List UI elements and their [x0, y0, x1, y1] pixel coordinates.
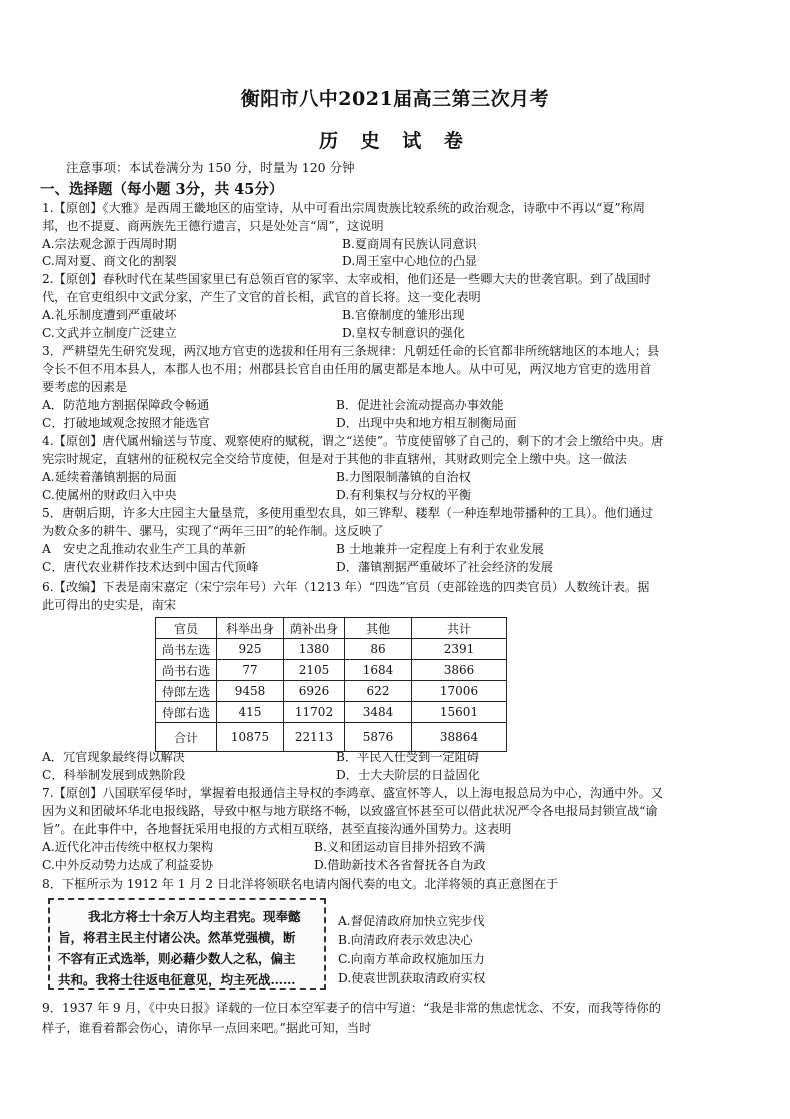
table-row: [156, 639, 507, 660]
table-cell: 尚书左选: [156, 639, 217, 660]
table-cell: 5876: [345, 723, 412, 752]
q6-option-c: C．科举制发展到成熟阶段: [42, 768, 186, 782]
q7-stem-line-3: 旨”。在此事件中，各地督抚采用电报的方式相互联络，甚至直接沟通外国势力。这表明: [42, 822, 512, 836]
q3-stem-line-2: 令长不但不用本县人，本郡人也不用；州郡县长官自由任用的属吏都是本地人。从中可见，两汉地方官吏的选用首: [42, 362, 652, 376]
q3-stem-line-1: 3．严耕望先生研究发现，两汉地方官吏的选拔和任用有三条规律：凡朝廷任命的长官都非所统辖地区的本地人；县: [42, 344, 660, 358]
q5-stem-line-1: 5．唐朝后期，许多大庄园主大量垦荒，多使用重型农具，如三铧犁、耧犁（一种连犁地带播种的工具）。他们通过: [42, 506, 654, 520]
q9-stem-line-2: 样子，谁看着都会伤心，请你早一点回来吧。”据此可知，当时: [42, 1021, 372, 1035]
q7-option-c: C.中外反动势力达成了利益妥协: [42, 858, 214, 872]
table-cell: 6926: [284, 681, 345, 702]
table-cell: 2391: [412, 639, 507, 660]
telegram-line: 共和。我将士往返电征意见，均主死战……: [58, 972, 296, 987]
table-cell: 77: [217, 660, 284, 681]
q6-stem-line-2: 此可得出的史实是，南宋: [42, 598, 177, 612]
q3-option-c: C．打破地域观念按照才能选官: [42, 416, 210, 430]
q2-option-d: D.皇权专制意识的强化: [342, 326, 465, 340]
q2-option-b: B.官僚制度的雏形出现: [342, 308, 465, 322]
table-cell: 9458: [217, 681, 284, 702]
q4-option-b: B.力图限制藩镇的自治权: [336, 470, 471, 484]
q8-option-c: C.向南方革命政权施加压力: [338, 952, 485, 966]
q2-stem-line-2: 代，在官吏组织中文武分家，产生了文官的首长相，武官的首长将。这一变化表明: [42, 290, 481, 304]
q3-stem-line-3: 要考虑的因素是: [42, 380, 128, 394]
q2-stem-line-1: 2.【原创】春秋时代在某些国家里已有总领百官的冢宰、太宰或相，他们还是一些卿大夫的世袭官职。到了战国时: [42, 272, 651, 286]
telegram-line: 旨，将君主民主付诸公决。然革党强横，断: [58, 930, 296, 945]
q4-option-d: D.有利集权与分权的平衡: [336, 488, 472, 502]
table-cell: 15601: [412, 702, 507, 723]
q5-stem-line-2: 为数众多的耕牛、骡马，实现了“两年三田”的轮作制。这反映了: [42, 524, 384, 538]
table-cell: 10875: [217, 723, 284, 752]
table-cell: 1684: [345, 660, 412, 681]
q7-option-b: B.义和团运动盲目排外招致不满: [314, 840, 486, 854]
table-cell: 3866: [412, 660, 507, 681]
q8-stem-line-1: 8．下框所示为 1912 年 1 月 2 日北洋将领联名电请内阁代奏的电文。北洋将领的真正意图在于: [42, 877, 559, 891]
q2-option-a: A.礼乐制度遭到严重破坏: [42, 308, 177, 322]
q2-option-c: C.文武并立制度广泛建立: [42, 326, 177, 340]
q7-option-d: D.借助新技术各省督抚各自为政: [314, 858, 486, 872]
table-header-cell: 科举出身: [217, 618, 284, 639]
q3-option-b: B．促进社会流动提高办事效能: [336, 398, 504, 412]
table-cell: 3484: [345, 702, 412, 723]
telegram-line: 不容有正式选举，则必藉少数人之私，偏主: [58, 951, 296, 966]
q8-option-d: D.使袁世凯获取清政府实权: [338, 971, 486, 985]
q5-option-b: B 土地兼并一定程度上有利于农业发展: [336, 542, 544, 556]
table-total-row: [156, 723, 507, 752]
table-cell: 2105: [284, 660, 345, 681]
table-cell: 38864: [412, 723, 507, 752]
q8-option-a: A.督促清政府加快立宪步伐: [338, 914, 485, 928]
telegram-line: 我北方将士十余万人均主君宪。现奉懿: [88, 909, 301, 924]
q1-option-b: B.夏商周有民族认同意识: [342, 237, 477, 251]
q5-option-a: A 安史之乱推动农业生产工具的革新: [42, 542, 246, 556]
table-cell: 622: [345, 681, 412, 702]
q1-stem-line-1: 1.【原创】《大雅》是西周王畿地区的庙堂诗，从中可看出宗周贵族比较系统的政治观念，诗歌中不再以“夏”称周: [42, 201, 645, 215]
table-header-cell: 官员: [156, 618, 217, 639]
q8-option-b: B.向清政府表示效忠决心: [338, 933, 473, 947]
table-row: [156, 702, 507, 723]
exam-note: 注意事项：本试卷满分为 150 分，时量为 120 分钟: [66, 160, 355, 175]
q3-option-d: D．出现中央和地方相互制衡局面: [336, 416, 517, 430]
q6-option-d: D．士大夫阶层的日益固化: [336, 768, 480, 782]
table-cell: 侍郎左选: [156, 681, 217, 702]
telegram-quote-box: [48, 898, 326, 990]
q4-option-c: C.使属州的财政归入中央: [42, 488, 177, 502]
q9-stem-line-1: 9．1937 年 9 月，《中央日报》译载的一位日本空军妻子的信中写道：“我是非常的焦虑忧念、不安，而我等待你的: [42, 1001, 661, 1015]
q6-option-b: B．平民入仕受到一定阻碍: [336, 750, 480, 764]
table-row: [156, 660, 507, 681]
table-cell: 925: [217, 639, 284, 660]
q6-stem-line-1: 6.【改编】下表是南宋嘉定（宋宁宗年号）六年（1213 年）“四选”官员（吏部铨选的四类官员）人数统计表。据: [42, 580, 650, 594]
q5-option-d: D．藩镇割据严重破坏了社会经济的发展: [336, 560, 553, 574]
table-header-cell: 其他: [345, 618, 412, 639]
table-cell: 22113: [284, 723, 345, 752]
table-cell: 17006: [412, 681, 507, 702]
table-cell: 侍郎右选: [156, 702, 217, 723]
officials-stats-table: [155, 617, 507, 752]
exam-title: 衡阳市八中2021届高三第三次月考: [240, 88, 550, 110]
q1-option-d: D.周王室中心地位的凸显: [342, 254, 478, 268]
q1-option-c: C.周对夏、商文化的割裂: [42, 254, 177, 268]
q7-option-a: A.近代化冲击传统中枢权力架构: [42, 840, 214, 854]
q6-option-a: A．冗官现象最终得以解决: [42, 750, 185, 764]
q5-option-c: C．唐代农业耕作技术达到中国古代顶峰: [42, 560, 259, 574]
q1-stem-line-2: 邦，也不提夏、商两族先王德行遗言，只是处处言“周”，这说明: [42, 219, 384, 233]
q1-option-a: A.宗法观念源于西周时期: [42, 237, 177, 251]
table-cell: 86: [345, 639, 412, 660]
q7-stem-line-1: 7.【原创】八国联军侵华时，掌握着电报通信主导权的李鸿章、盛宣怀等人，以上海电报总局为中心，沟通中外。又: [42, 786, 664, 800]
table-header-cell: 共计: [412, 618, 507, 639]
section-heading: 一、选择题（每小题 3分，共 45分）: [40, 181, 284, 198]
exam-subtitle: 历 史 试 卷: [319, 130, 471, 152]
table-cell: 尚书右选: [156, 660, 217, 681]
table-cell: 合计: [156, 723, 217, 752]
q4-stem-line-2: 宪宗时规定，直辖州的征税权完全交给节度使，但是对于其他的非直辖州，其财政则完全上缴中央。这一做法: [42, 452, 627, 466]
q4-stem-line-1: 4.【原创】唐代属州输送与节度、观察使府的赋税，谓之“送使”。节度使留够了自己的，剩下的才会上缴给中央。唐: [42, 434, 664, 448]
table-header-cell: 荫补出身: [284, 618, 345, 639]
table-header-row: [156, 618, 507, 639]
q3-option-a: A．防范地方割据保障政令畅通: [42, 398, 210, 412]
q7-stem-line-2: 因为义和团破坏华北电报线路，导致中枢与地方联络不畅，以致盛宣怀甚至可以借此状况严令各电报局封锁宣战“谕: [42, 804, 658, 818]
table-cell: 415: [217, 702, 284, 723]
table-row: [156, 681, 507, 702]
table-cell: 11702: [284, 702, 345, 723]
q4-option-a: A.延续着藩镇割据的局面: [42, 470, 177, 484]
table-cell: 1380: [284, 639, 345, 660]
